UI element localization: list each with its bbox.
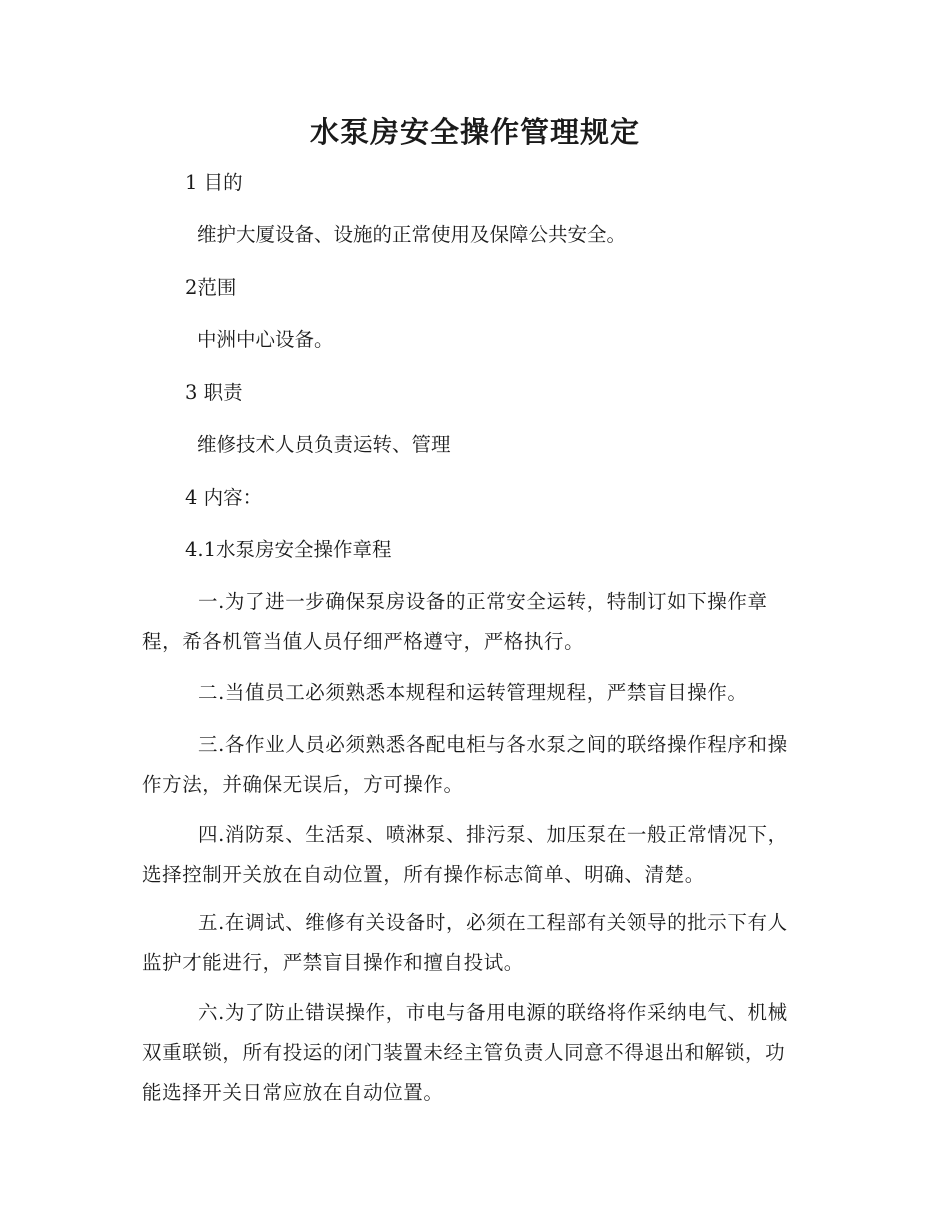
- section-body-duties: 维修技术人员负责运转、管理: [197, 433, 451, 456]
- clause-5: 五.在调试、维修有关设备时，必须在工程部有关领导的批示下有人监护才能进行，严禁盲目操作和擅自投试。: [142, 911, 788, 974]
- clause-2: 二.当值员工必须熟悉本规程和运转管理规程，严禁盲目操作。: [198, 681, 748, 704]
- section-heading-scope: 2范围: [185, 276, 237, 299]
- subsection-heading: 4.1水泵房安全操作章程: [185, 538, 392, 561]
- section-body-purpose: 维护大厦设备、设施的正常使用及保障公共安全。: [197, 223, 627, 246]
- clause-4: 四.消防泵、生活泵、喷淋泵、排污泵、加压泵在一般正常情况下，选择控制开关放在自动位置，所有操作标志简单、明确、清楚。: [142, 823, 788, 886]
- clause-3: 三.各作业人员必须熟悉各配电柜与各水泵之间的联络操作程序和操作方法，并确保无误后，方可操作。: [142, 733, 788, 796]
- section-heading-duties: 3 职责: [185, 381, 243, 404]
- document-title: 水泵房安全操作管理规定: [309, 115, 640, 149]
- clause-6: 六.为了防止错误操作，市电与备用电源的联络将作采纳电气、机械双重联锁，所有投运的闭门装置未经主管负责人同意不得退出和解锁，功能选择开关日常应放在自动位置。: [142, 1001, 788, 1104]
- section-heading-purpose: 1 目的: [185, 171, 243, 194]
- clause-1: 一.为了进一步确保泵房设备的正常安全运转，特制订如下操作章程，希各机管当值人员仔细严格遵守，严格执行。: [142, 590, 768, 653]
- section-heading-content: 4 内容：: [185, 486, 263, 509]
- section-body-scope: 中洲中心设备。: [197, 328, 334, 351]
